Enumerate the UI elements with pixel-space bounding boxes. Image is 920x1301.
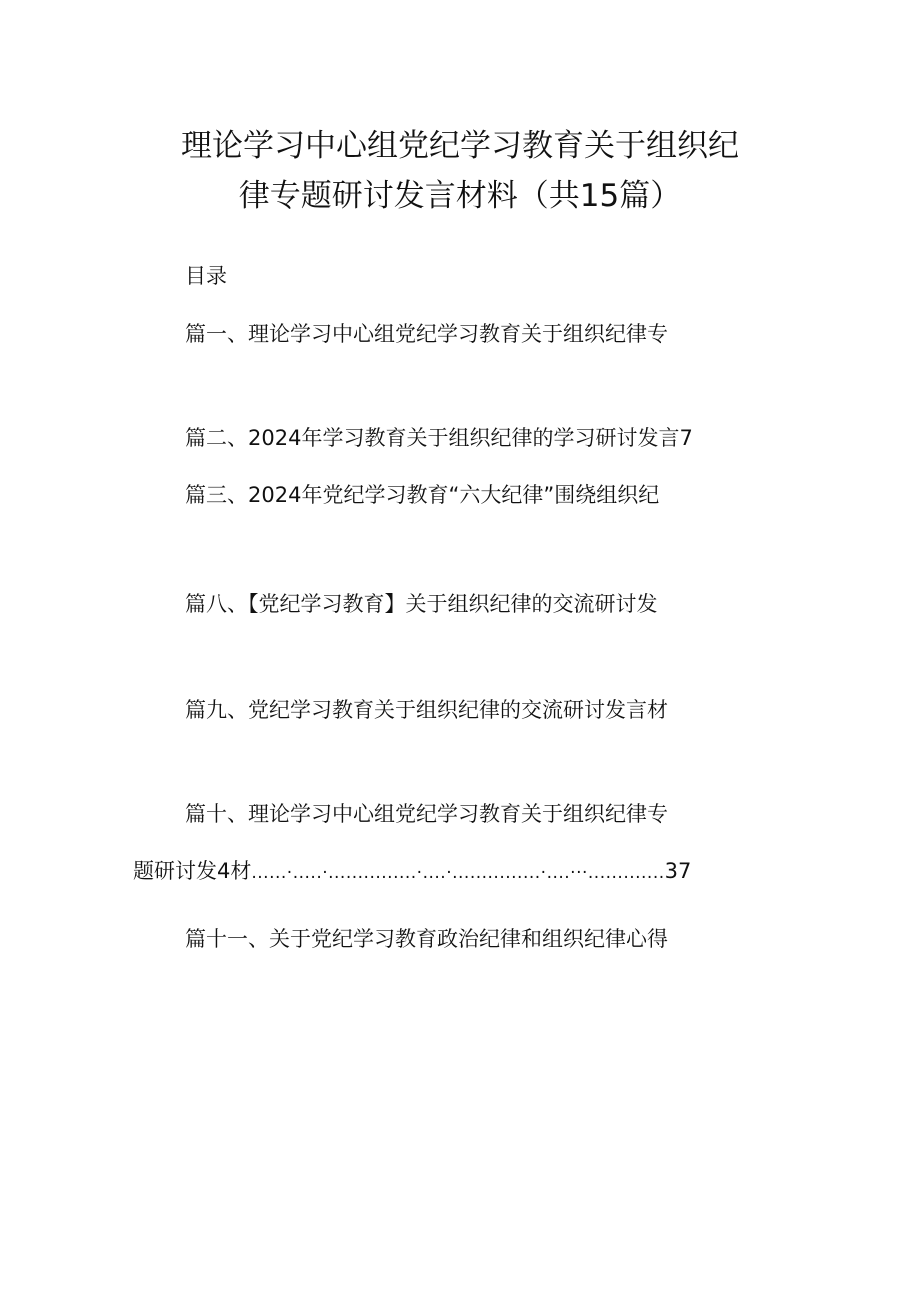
toc-entry[interactable]: 篇一、理论学习中心组党纪学习教育关于组织纪律专 — [185, 322, 668, 346]
toc-entry[interactable]: 篇二、2024年学习教育关于组织纪律的学习研讨发言7 — [185, 426, 693, 450]
toc-entry[interactable]: 篇九、党纪学习教育关于组织纪律的交流研讨发言材 — [185, 698, 668, 722]
toc-entry[interactable]: 篇八、【党纪学习教育】关于组织纪律的交流研讨发 — [185, 592, 658, 616]
document-title-line-2: 律专题研讨发言材料（共15篇） — [238, 178, 682, 214]
document-title-line-1: 理论学习中心组党纪学习教育关于组织纪 — [181, 128, 739, 164]
toc-entry[interactable]: 篇三、2024年党纪学习教育“六大纪律”围绕组织纪 — [185, 483, 660, 507]
toc-heading: 目录 — [185, 264, 227, 288]
toc-entry-continuation[interactable] — [133, 857, 691, 887]
toc-entry-text: 题研讨发4材 — [133, 859, 252, 883]
toc-entry[interactable]: 篇十、理论学习中心组党纪学习教育关于组织纪律专 — [185, 802, 668, 826]
toc-page-number: 37 — [664, 859, 692, 883]
toc-entry[interactable]: 篇十一、关于党纪学习教育政治纪律和组织纪律心得 — [185, 927, 668, 951]
toc-leader-dots: ......·.....·...............·....·...............·....···............. — [251, 863, 665, 883]
